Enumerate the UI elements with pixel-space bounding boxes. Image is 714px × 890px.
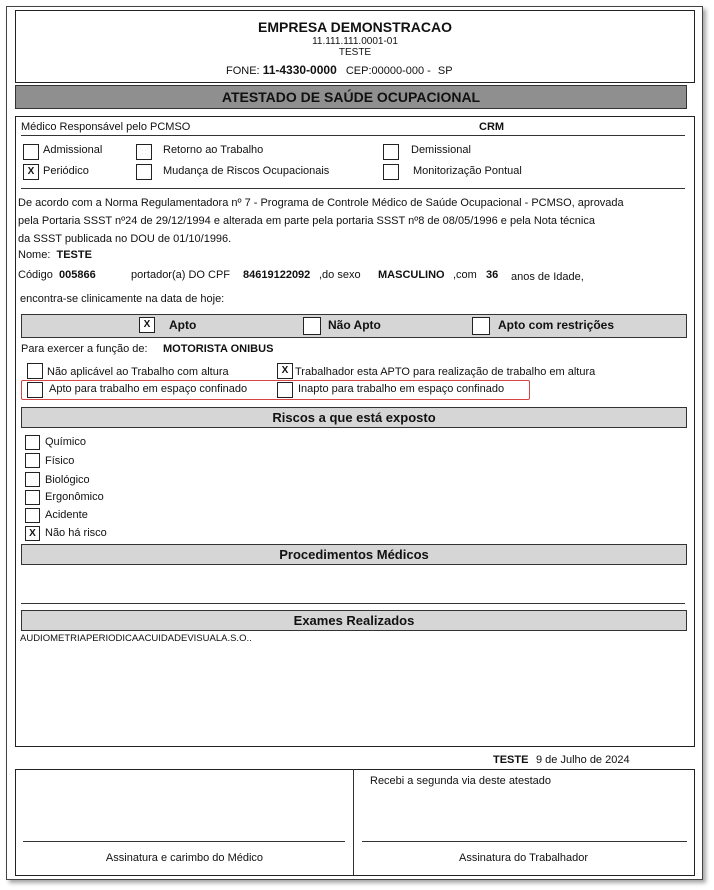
trabalhador-signature-label: Assinatura do Trabalhador <box>458 852 589 864</box>
admissional-checkbox[interactable] <box>23 144 39 160</box>
admissional-label: Admissional <box>43 144 103 156</box>
exam-types-rule <box>21 188 685 189</box>
nao-ha-risco-label: Não há risco <box>45 527 107 539</box>
acidente-checkbox[interactable] <box>25 508 40 523</box>
medico-signature-label: Assinatura e carimbo do Médico <box>105 852 264 864</box>
fisico-label: Físico <box>45 455 75 467</box>
monitorizacao-label: Monitorização Pontual <box>413 165 522 177</box>
code-value: 005866 <box>59 269 96 281</box>
name-label: Nome: <box>18 249 51 261</box>
company-name: EMPRESA DEMONSTRACAO <box>258 19 452 35</box>
fisico-checkbox[interactable] <box>25 453 40 468</box>
footer-date: 9 de Julho de 2024 <box>536 754 630 766</box>
state-value: SP <box>437 65 453 77</box>
ergonomico-checkbox[interactable] <box>25 490 40 505</box>
body-box <box>15 116 695 747</box>
ergonomico-label: Ergonômico <box>45 491 104 503</box>
exames-list: AUDIOMETRIAPERIODICAACUIDADEVISUALA.S.O.. <box>20 633 252 644</box>
age-label: ,com <box>453 269 477 281</box>
quimico-label: Químico <box>45 436 86 448</box>
funcao-label: Para exercer a função de: <box>21 343 148 355</box>
apto-checkbox[interactable]: X <box>139 317 155 333</box>
cpf-label: portador(a) DO CPF <box>131 269 231 281</box>
medico-signature-line <box>23 841 345 842</box>
sex-label: ,do sexo <box>319 269 361 281</box>
nao-aplicavel-altura-checkbox[interactable] <box>27 363 43 379</box>
name-row <box>18 249 92 261</box>
medico-label: Médico Responsável pelo PCMSO <box>21 121 191 133</box>
declaration-line-1: De acordo com a Norma Regulamentadora nº 7 - Programa de Controle Médico de Saúde Ocupacional - PCMSO, aprovada <box>18 197 624 209</box>
apto-label: Apto <box>169 318 197 332</box>
age-suffix: anos de Idade, <box>511 271 584 283</box>
age-value: 36 <box>486 269 499 281</box>
funcao-value: MOTORISTA ONIBUS <box>163 343 274 355</box>
restricoes-label: Apto com restrições <box>498 318 615 332</box>
retorno-checkbox[interactable] <box>136 144 152 160</box>
sex-value: MASCULINO <box>378 269 445 281</box>
name-value: TESTE <box>56 249 92 261</box>
medico-rule <box>21 135 685 136</box>
procedimentos-title: Procedimentos Médicos <box>21 544 687 565</box>
apto-confinado-label: Apto para trabalho em espaço confinado <box>49 383 248 395</box>
biologico-label: Biológico <box>45 474 90 486</box>
apto-confinado-checkbox[interactable] <box>27 382 43 398</box>
cep-label: CEP: <box>345 65 372 77</box>
mudanca-label: Mudança de Riscos Ocupacionais <box>163 165 330 177</box>
phone-label: FONE: <box>226 65 260 77</box>
biologico-checkbox[interactable] <box>25 472 40 487</box>
monitorizacao-checkbox[interactable] <box>383 164 399 180</box>
footer-city: TESTE <box>493 754 529 766</box>
inapto-confinado-label: Inapto para trabalho em espaço confinado <box>298 383 505 395</box>
code-label: Código <box>18 269 53 281</box>
acidente-label: Acidente <box>45 509 88 521</box>
phone-value: 11-4330-0000 <box>262 63 337 77</box>
cep-value: 00000-000 - <box>371 65 431 77</box>
company-subtitle: TESTE <box>338 47 372 58</box>
nao-ha-risco-checkbox[interactable]: X <box>25 526 40 541</box>
retorno-label: Retorno ao Trabalho <box>163 144 264 156</box>
apto-altura-label: Trabalhador esta APTO para realização de trabalho em altura <box>295 366 596 378</box>
procedimentos-rule <box>21 603 685 604</box>
quimico-checkbox[interactable] <box>25 435 40 450</box>
document-title: ATESTADO DE SAÚDE OCUPACIONAL <box>15 85 687 109</box>
company-header <box>15 10 695 83</box>
trabalhador-signature-line <box>362 841 687 842</box>
nao-apto-checkbox[interactable] <box>303 317 321 335</box>
phone-line <box>226 63 453 77</box>
periodico-checkbox[interactable]: X <box>23 164 39 180</box>
nao-apto-label: Não Apto <box>328 318 381 332</box>
restricoes-checkbox[interactable] <box>472 317 490 335</box>
inapto-confinado-checkbox[interactable] <box>277 382 293 398</box>
exames-title: Exames Realizados <box>21 610 687 631</box>
company-cnpj: 11.111.111.0001-01 <box>312 36 398 47</box>
second-copy-text: Recebi a segunda via deste atestado <box>370 775 552 787</box>
cpf-value: 84619122092 <box>243 269 311 281</box>
declaration-line-3: da SSST publicada no DOU de 01/10/1996. <box>18 233 232 245</box>
demissional-label: Demissional <box>411 144 471 156</box>
riscos-title: Riscos a que está exposto <box>21 407 687 428</box>
nao-aplicavel-altura-label: Não aplicável ao Trabalho com altura <box>47 366 229 378</box>
declaration-line-2: pela Portaria SSST nº24 de 29/12/1994 e alterada em parte pela portaria SSST nº8 de 08/05/1996 e pela Nota técnica <box>18 215 595 227</box>
periodico-label: Periódico <box>43 165 89 177</box>
crm-label: CRM <box>479 121 505 133</box>
demissional-checkbox[interactable] <box>383 144 399 160</box>
document-page <box>6 6 703 880</box>
apto-altura-checkbox[interactable]: X <box>277 363 293 379</box>
condition-text: encontra-se clinicamente na data de hoje: <box>20 293 225 305</box>
mudanca-checkbox[interactable] <box>136 164 152 180</box>
